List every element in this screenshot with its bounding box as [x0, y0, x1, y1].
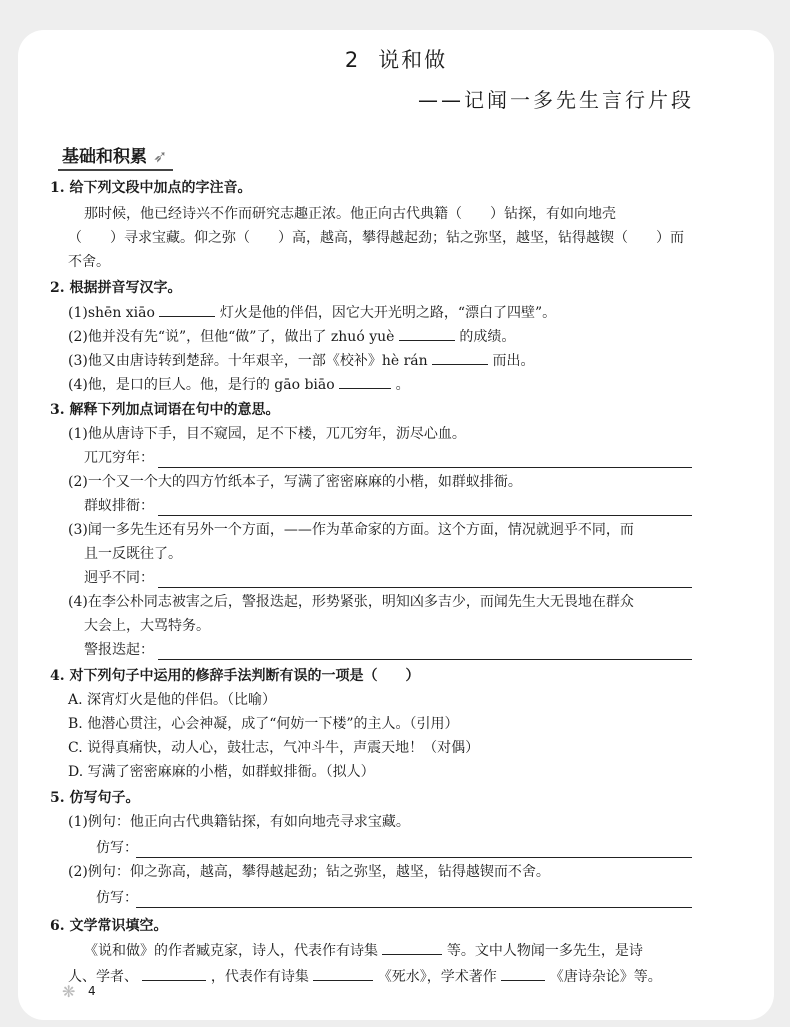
q6-line2-d: 《唐诗杂论》等。	[549, 969, 662, 985]
q2-item1	[68, 302, 556, 323]
q1-title: 1. 给下列文段中加点的字注音。	[50, 180, 252, 196]
answer-line[interactable]	[158, 658, 692, 660]
q6-line1	[84, 940, 643, 961]
q3-label4: 警报迭起：	[84, 642, 154, 658]
q4-option-c[interactable]: C. 说得真痛快，动人心，鼓壮志，气冲斗牛，声震天地！（对偶）	[68, 740, 480, 756]
worksheet-page	[18, 30, 774, 1020]
answer-blank[interactable]	[399, 326, 455, 341]
q1-line3: 不舍。	[68, 254, 110, 270]
answer-blank[interactable]	[501, 966, 545, 981]
q4-option-b[interactable]: B. 他潜心贯注，心会神凝，成了“何妨一下楼”的主人。（引用）	[68, 716, 459, 732]
q2-item3-text: (3)他又由唐诗转到楚辞。十年艰辛，一部《校补》hè rán	[68, 353, 428, 369]
q2-item4-tail: 。	[395, 377, 410, 393]
answer-blank[interactable]	[313, 966, 373, 981]
q2-item2-tail: 的成绩。	[459, 329, 516, 345]
q1-line1: 那时候，他已经诗兴不作而研究志趣正浓。他正向古代典籍（ ）钻探，有如向地壳	[84, 206, 616, 222]
swoosh-icon: ➶	[153, 147, 168, 167]
lesson-name: 说和做	[378, 48, 448, 72]
q5-example1: (1)例句：他正向古代典籍钻探，有如向地壳寻求宝藏。	[68, 814, 410, 830]
q5-imitate-label2: 仿写：	[96, 890, 138, 906]
section-heading	[58, 142, 173, 171]
q1-line2: （ ）寻求宝藏。仰之弥（ ）高，越高，攀得越起劲；钻之弥坚，越坚，钻得越锲（ ）而	[68, 230, 684, 246]
q4-option-d[interactable]: D. 写满了密密麻麻的小楷，如群蚁排衙。（拟人）	[68, 764, 375, 780]
q5-title: 5. 仿写句子。	[50, 790, 140, 806]
q5-example2: (2)例句：仰之弥高，越高，攀得越起劲；钻之弥坚，越坚，钻得越锲而不舍。	[68, 864, 550, 880]
q6-line1-b: 等。文中人物闻一多先生，是诗	[446, 943, 643, 959]
answer-line[interactable]	[158, 514, 692, 516]
q2-item1-text: 灯火是他的伴侣，因它大开光明之路，“漂白了四壁”。	[219, 305, 557, 321]
section-title: 基础和积累	[62, 147, 147, 167]
answer-blank[interactable]	[339, 374, 391, 389]
q3-item2: (2)一个又一个大的四方竹纸本子，写满了密密麻麻的小楷，如群蚁排衙。	[68, 474, 522, 490]
q2-item3	[68, 350, 535, 371]
answer-blank[interactable]	[382, 940, 442, 955]
answer-blank[interactable]	[432, 350, 488, 365]
paw-icon: ❋	[62, 982, 76, 1001]
answer-line[interactable]	[158, 586, 692, 588]
q3-label3: 迥乎不同：	[84, 570, 154, 586]
q3-item1: (1)他从唐诗下手，目不窥园，足不下楼，兀兀穷年，沥尽心血。	[68, 426, 466, 442]
q3-item3-line2: 且一反既往了。	[84, 546, 182, 562]
q6-line2-b: ，代表作有诗集	[210, 969, 309, 985]
answer-line[interactable]	[136, 856, 692, 858]
page-number: 4	[88, 984, 96, 998]
q3-item3-line1: (3)闻一多先生还有另外一个方面，——作为革命家的方面。这个方面，情况就迥乎不同，而	[68, 522, 634, 538]
lesson-title	[18, 44, 774, 74]
q3-label2: 群蚁排衙：	[84, 498, 154, 514]
q6-line2	[68, 966, 662, 987]
lesson-number: 2	[344, 48, 361, 72]
q4-title: 4. 对下列句子中运用的修辞手法判断有误的一项是（ ）	[50, 668, 420, 684]
q6-line2-a: 人、学者、	[68, 969, 138, 985]
q6-line1-a: 《说和做》的作者臧克家，诗人，代表作有诗集	[84, 943, 378, 959]
answer-line[interactable]	[136, 906, 692, 908]
q3-item4-line2: 大会上，大骂特务。	[84, 618, 210, 634]
answer-line[interactable]	[158, 466, 692, 468]
q2-item2	[68, 326, 515, 347]
lesson-subtitle: ——记闻一多先生言行片段	[418, 88, 694, 112]
q2-item2-text: (2)他并没有先“说”，但他“做”了，做出了 zhuó yuè	[68, 329, 395, 345]
answer-blank[interactable]	[159, 302, 215, 317]
q3-item4-line1: (4)在李公朴同志被害之后，警报迭起，形势紧张，明知凶多吉少，而闻先生大无畏地在群众	[68, 594, 634, 610]
q3-title: 3. 解释下列加点词语在句中的意思。	[50, 402, 280, 418]
q2-item4	[68, 374, 410, 395]
q6-title: 6. 文学常识填空。	[50, 918, 168, 934]
q6-line2-c: 《死水》，学术著作	[377, 969, 497, 985]
q2-item3-tail: 而出。	[492, 353, 535, 369]
q2-item4-text: (4)他，是口的巨人。他，是行的 gāo biāo	[68, 377, 335, 393]
q2-item1-pinyin: (1)shēn xiāo	[68, 305, 155, 321]
q5-imitate-label1: 仿写：	[96, 840, 138, 856]
q4-option-a[interactable]: A. 深宵灯火是他的伴侣。（比喻）	[68, 692, 277, 708]
q2-title: 2. 根据拼音写汉字。	[50, 280, 182, 296]
answer-blank[interactable]	[142, 966, 206, 981]
q3-label1: 兀兀穷年：	[84, 450, 154, 466]
